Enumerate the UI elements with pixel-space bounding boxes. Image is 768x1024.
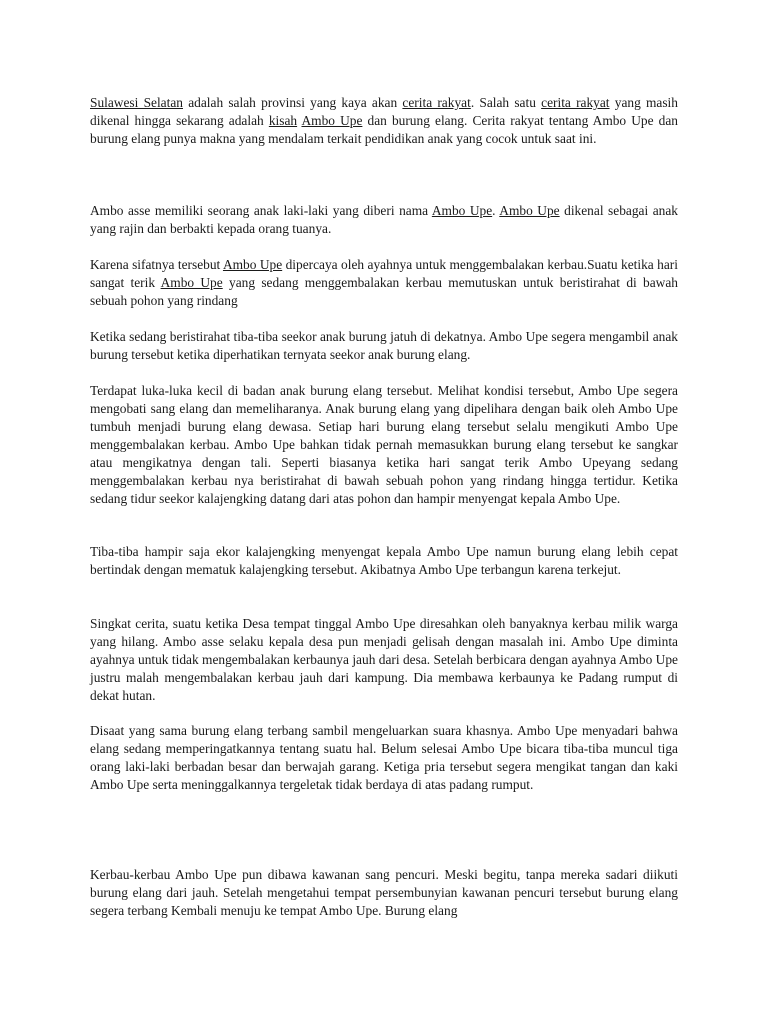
text-link[interactable]: Ambo Upe: [499, 203, 560, 218]
paragraph-anak-burung: [90, 328, 678, 364]
text-link[interactable]: kisah: [268, 113, 298, 128]
text-segment: dipercaya oleh ayahnya untuk menggembalakan kerbau.Suatu ketika hari sangat terik: [90, 257, 678, 290]
paragraph-ambo-asse: [90, 202, 678, 238]
text-segment: . Salah satu: [470, 95, 542, 110]
text-link[interactable]: cerita rakyat: [541, 95, 610, 110]
text-segment: adalah salah provinsi yang kaya akan: [182, 95, 403, 110]
paragraph-kalajengking: [90, 543, 678, 579]
text-segment: yang sedang menggembalakan kerbau memutuskan untuk beristirahat di bawah sebuah pohon yang rindang: [90, 275, 678, 308]
text-segment: Ketika sedang beristirahat tiba-tiba seekor anak burung jatuh di dekatnya. Ambo Upe segera mengambil anak burung tersebut ketika diperhatikan ternyata seekor anak burung elang.: [90, 329, 678, 362]
text-link[interactable]: Ambo Upe: [301, 113, 363, 128]
text-segment: dikenal sebagai anak yang rajin dan berbakti kepada orang tuanya.: [90, 203, 679, 236]
text-link[interactable]: Ambo Upe: [160, 275, 223, 290]
text-segment: Ambo asse memiliki seorang anak laki-laki yang diberi nama: [90, 203, 432, 218]
text-segment: dan burung elang. Cerita rakyat tentang Ambo Upe dan burung elang punya makna yang mendalam terkait pendidikan anak yang cocok untuk saat ini.: [90, 113, 678, 146]
text-link[interactable]: Ambo Upe: [222, 257, 283, 272]
paragraph-menggembalakan: [90, 256, 678, 310]
paragraph-intro: [90, 94, 678, 148]
text-segment: Kerbau-kerbau Ambo Upe pun dibawa kawanan sang pencuri. Meski begitu, tanpa mereka sadari diikuti burung elang dari jauh. Setelah mengetahui tempat persembunyian kawanan pencuri tersebut burung elang segera terbang Kembali menuju ke tempat Ambo Upe. Burung elang: [90, 867, 678, 918]
text-link[interactable]: cerita rakyat: [402, 95, 471, 110]
text-segment: Disaat yang sama burung elang terbang sambil mengeluarkan suara khasnya. Ambo Upe menyadari bahwa elang sedang memperingatkannya tentang suatu hal. Belum selesai Ambo Upe bicara tiba-tiba muncul tiga orang laki-laki berbadan besar dan berwajah garang. Ketiga pria tersebut segera mengikat tangan dan kaki Ambo Upe serta meninggalkannya tergeletak tidak berdaya di atas padang rumput.: [90, 723, 678, 792]
text-segment: Karena sifatnya tersebut: [90, 257, 223, 272]
paragraph-tiga-pria: [90, 722, 678, 794]
text-segment: Tiba-tiba hampir saja ekor kalajengking menyengat kepala Ambo Upe namun burung elang lebih cepat bertindak dengan mematuk kalajengking tersebut. Akibatnya Ambo Upe terbangun karena terkejut.: [90, 544, 678, 577]
paragraph-pencuri: [90, 866, 678, 920]
text-segment: yang masih dikenal hingga sekarang adalah: [90, 95, 678, 128]
text-link[interactable]: Ambo Upe: [431, 203, 493, 218]
paragraph-kerbau-hilang: [90, 615, 678, 705]
text-segment: .: [492, 203, 500, 218]
text-link[interactable]: Sulawesi Selatan: [90, 95, 183, 110]
paragraph-luka-luka: [90, 382, 678, 508]
text-segment: Singkat cerita, suatu ketika Desa tempat tinggal Ambo Upe diresahkan oleh banyaknya kerbau milik warga yang hilang. Ambo asse selaku kepala desa pun menjadi gelisah dengan masalah ini. Ambo Upe diminta ayahnya untuk tidak mengembalakan kerbaunya jauh dari desa. Setelah berbicara dengan ayahnya Ambo Upe justru malah mengembalakan kerbau jauh dari kampung. Dia membawa kerbaunya ke Padang rumput di dekat hutan.: [90, 616, 678, 703]
text-segment: Terdapat luka-luka kecil di badan anak burung elang tersebut. Melihat kondisi tersebut, Ambo Upe segera mengobati sang elang dan memeliharanya. Anak burung elang yang dipelihara dengan baik oleh Ambo Upe tumbuh menjadi burung elang dewasa. Setiap hari burung elang tersebut selalu mengikuti Ambo Upe menggembalakan kerbau. Ambo Upe bahkan tidak pernah memasukkan burung elang tersebut ke sangkar atau mengikatnya dengan tali. Seperti biasanya ketika hari sangat terik Ambo Upeyang sedang menggembalakan kerbau nya beristirahat di bawah sebuah pohon yang rindang hingga tertidur. Ketika sedang tidur seekor kalajengking datang dari atas pohon dan hampir menyengat kepala Ambo Upe.: [90, 383, 678, 506]
